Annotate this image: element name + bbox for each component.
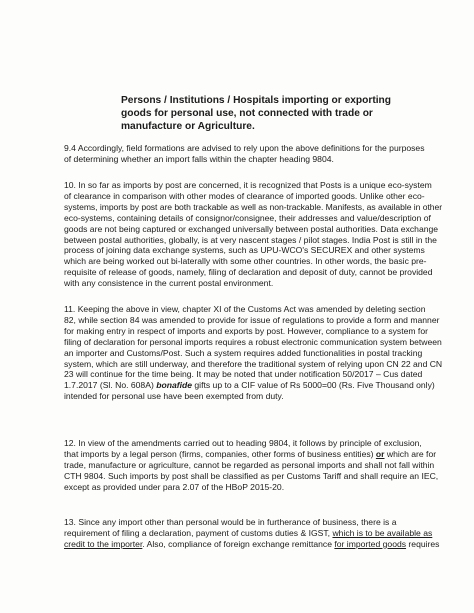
paragraph-line: system, which are still underway, and therefore the traditional system of relying upon CN 22 and CN [64,358,443,369]
text-run: which are for [384,448,437,459]
paragraph-line: 23 will continue for the time being. It may be noted that under notification 50/2017 – Cus dated [64,369,423,380]
heading-line: goods for personal use, not connected with trade or [121,108,373,120]
paragraph-line: CTH 9804. Such imports by post shall be classified as per Customs Tariff and shall require an IEC, [64,470,439,481]
emphasis-bonafide: bonafide [156,380,193,391]
paragraph-line: between postal authorities, globally, is at very nascent stages / pilot stages. India Post is still in the [64,234,437,245]
paragraph-line: 82, while section 84 was amended to provide for issue of regulations to provide a form and manner [64,314,440,325]
paragraph-line: filing of declaration for personal imports requires a robust electronic communication system between [64,336,442,347]
paragraph-line: 10. In so far as imports by post are concerned, it is recognized that Posts is a unique eco-system [64,180,432,190]
paragraph-line: except as provided under para 2.07 of the HBoP 2015-20. [64,481,285,492]
heading-line: Persons / Institutions / Hospitals importing or exporting [121,95,391,106]
text-run: requirement of filing a declaration, payment of customs duties & IGST, [64,527,333,538]
underlined-text: for imported goods [334,538,407,549]
paragraph-line: for making entry in respect of imports and exports by post. However, compliance to a system for [64,325,428,336]
paragraph-line: intended for personal use have been exempted from duty. [64,391,284,402]
paragraph-line: systems, imports by post are both trackable as well as non-trackable. Manifests, as available in other [64,201,443,212]
paragraph-11 [64,304,442,402]
heading-line: manufacture or Agriculture. [121,121,255,133]
paragraph-line: process of joining data exchange systems, such as UPU-WCO's SECUREX and other systems [64,245,425,256]
paragraph-line: of clearance in comparison with other modes of clearance of imported goods. Unlike other eco- [64,190,425,201]
paragraph-line: 12. In view of the amendments carried out to heading 9804, it follows by principle of exclusion, [64,438,422,448]
paragraph-line [64,528,442,539]
text-run: that imports by a legal person (firms, companies, other forms of business entities) [64,448,376,459]
paragraph-line: with any consistence in the current postal environment. [64,278,274,289]
paragraph-line: eco-systems, containing details of consignor/consignee, their addresses and value/description of [64,212,431,223]
paragraph-9-4 [64,143,442,165]
text-run: gifts up to a CIF value of Rs 5000=00 (Rs. Five Thousand only) [192,380,435,391]
paragraph-line: requisite of release of goods, namely, filing of declaration and deposit of duty, cannot be provided [64,267,433,278]
section-heading [121,94,389,134]
paragraph-line: 11. Keeping the above in view, chapter XI of the Customs Act was amended by deleting section [64,304,426,314]
paragraph-line [64,380,442,391]
paragraph-10 [64,180,442,289]
paragraph-line: 13. Since any import other than personal would be in furtherance of business, there is a [64,517,397,527]
emphasis-or: or [375,448,385,459]
text-run: 1.7.2017 (Sl. No. 608A) [64,380,157,391]
text-run: . Also, compliance of foreign exchange remittance [142,538,335,549]
paragraph-line: which are being worked out bi-laterally with some other countries. In other words, the basic pre- [64,256,427,267]
paragraph-13 [64,517,442,550]
underlined-text: credit to the importer [64,538,143,549]
paragraph-line [64,539,442,550]
paragraph-line: an importer and Customs/Post. Such a system requires added functionalities in postal tracking [64,347,423,358]
paragraph-line [64,449,442,460]
paragraph-line: goods are not being captured or exchanged universally between postal authorities. Data exchange [64,223,439,234]
paragraph-line: 9.4 Accordingly, field formations are advised to rely upon the above definitions for the purposes [64,143,425,153]
text-run: requires [406,538,440,549]
paragraph-12 [64,438,442,493]
paragraph-line: of determining whether an import falls within the chapter heading 9804. [64,153,334,164]
paragraph-line: trade, manufacture or agriculture, cannot be regarded as personal imports and shall not fall within [64,459,435,470]
underlined-text: which is to be available as [332,527,433,538]
